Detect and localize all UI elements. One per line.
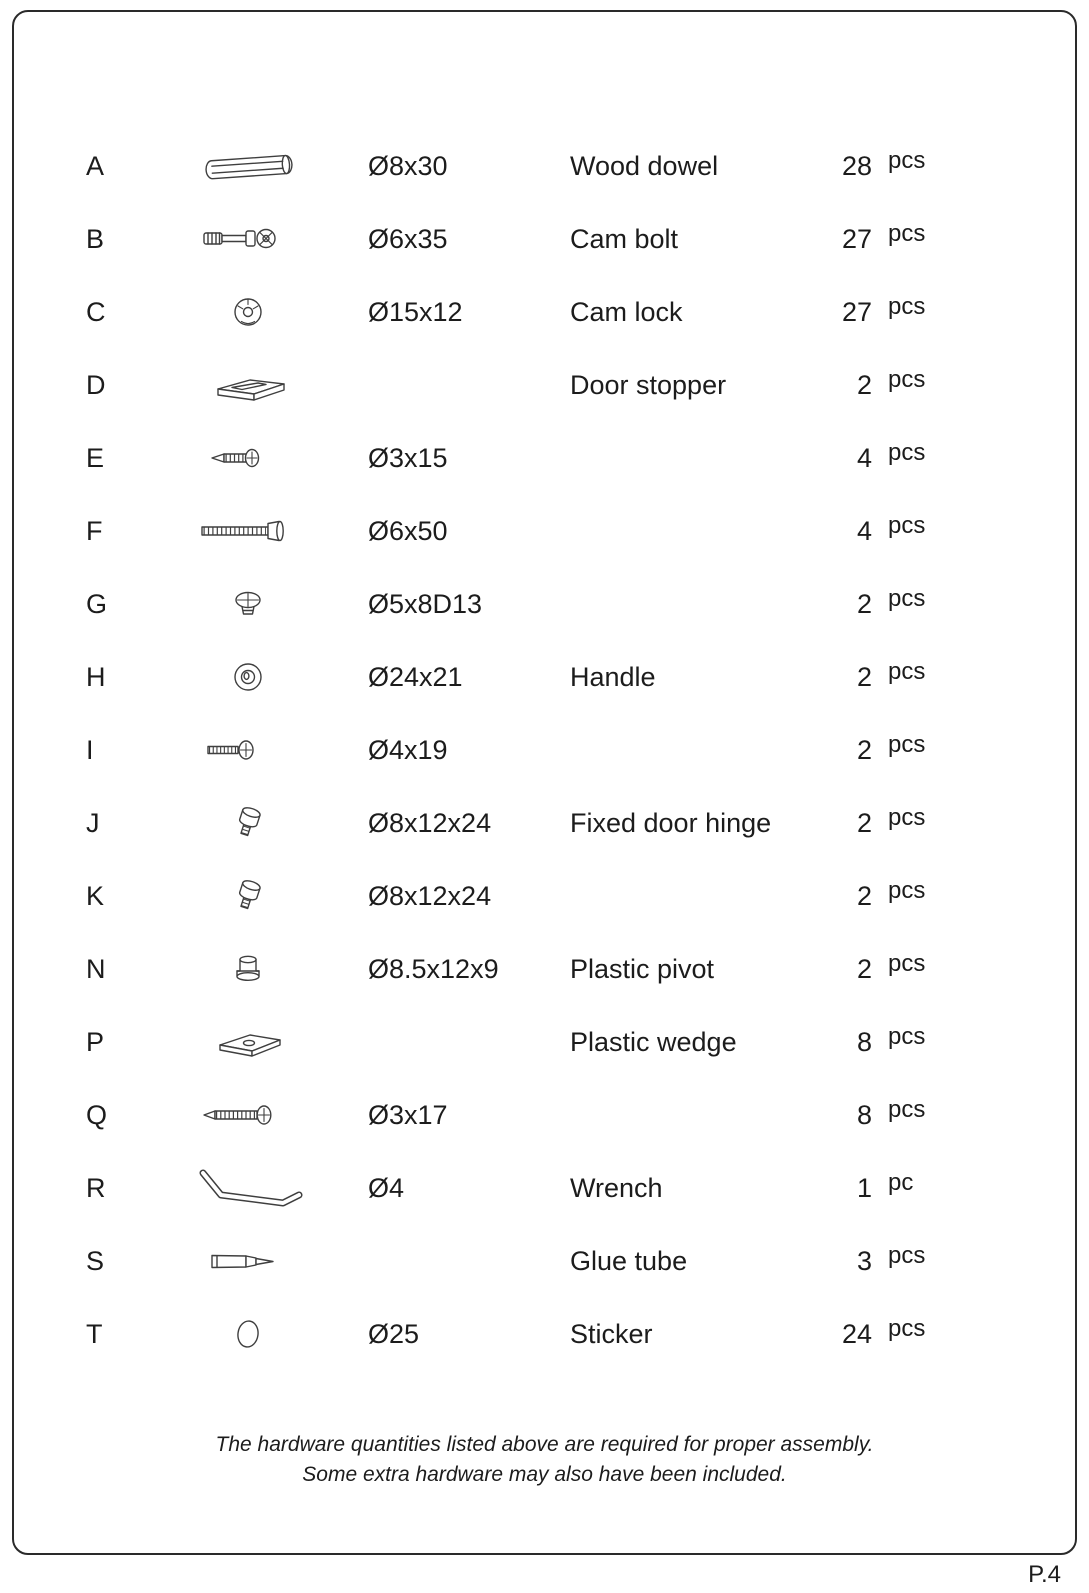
part-name: Door stopper [570,370,727,400]
part-unit: pc [888,1168,914,1196]
part-size: Ø8x30 [368,151,448,181]
part-size: Ø6x35 [368,224,448,254]
hardware-row [14,422,1075,495]
part-name: Plastic pivot [570,954,715,984]
part-size: Ø8.5x12x9 [368,954,499,984]
page-border [12,10,1077,1555]
part-letter: I [86,735,94,765]
part-qty: 28 [842,151,873,181]
part-letter: A [86,151,105,181]
part-unit: pcs [888,1241,926,1269]
hardware-row [14,714,1075,787]
part-size: Ø8x12x24 [368,808,492,838]
part-size: Ø4 [368,1173,405,1203]
hardware-row [14,1152,1075,1225]
part-letter: S [86,1246,105,1276]
part-unit: pcs [888,1095,926,1123]
part-unit: pcs [888,730,926,758]
wide-head-screw-icon [186,583,316,627]
part-qty: 2 [856,881,872,911]
hardware-list [14,130,1075,1371]
part-size: Ø5x8D13 [368,589,483,619]
part-size: Ø25 [368,1319,420,1349]
part-size: Ø4x19 [368,735,448,765]
part-unit: pcs [888,292,926,320]
part-letter: J [86,808,100,838]
part-name: Wrench [570,1173,663,1203]
part-letter: N [86,954,106,984]
part-qty: 8 [856,1027,872,1057]
part-unit: pcs [888,438,926,466]
footer-note [14,1430,1075,1490]
part-qty: 4 [856,516,872,546]
door-stopper-icon [186,364,316,408]
hardware-row [14,1298,1075,1371]
part-unit: pcs [888,146,926,174]
part-size: Ø6x50 [368,516,448,546]
part-letter: P [86,1027,105,1057]
footer-line-2: Some extra hardware may also have been included. [302,1463,787,1486]
part-name: Cam lock [570,297,683,327]
footer-line-1: The hardware quantities listed above are required for proper assembly. [215,1433,874,1456]
door-hinge-pin-icon [186,875,316,919]
part-letter: Q [86,1100,108,1130]
part-name: Glue tube [570,1246,688,1276]
hardware-row [14,1225,1075,1298]
allen-wrench-icon [186,1165,316,1213]
part-letter: F [86,516,103,546]
part-unit: pcs [888,584,926,612]
part-letter: T [86,1319,103,1349]
part-qty: 2 [856,589,872,619]
part-qty: 4 [856,443,872,473]
glue-tube-icon [186,1240,316,1284]
part-name: Sticker [570,1319,653,1349]
cam-bolt-icon [186,218,316,262]
long-screw-icon [186,1094,316,1138]
page-number: P.4 [1028,1561,1061,1588]
hardware-row [14,130,1075,203]
part-letter: H [86,662,106,692]
machine-screw-icon [186,729,316,773]
part-unit: pcs [888,803,926,831]
part-letter: D [86,370,106,400]
hardware-row [14,641,1075,714]
part-unit: pcs [888,949,926,977]
part-qty: 2 [856,954,872,984]
part-qty: 2 [856,370,872,400]
hardware-row [14,568,1075,641]
part-unit: pcs [888,511,926,539]
part-qty: 2 [856,808,872,838]
long-bolt-icon [186,510,316,554]
part-name: Handle [570,662,656,692]
part-letter: R [86,1173,106,1203]
part-qty: 27 [842,224,873,254]
hardware-row [14,787,1075,860]
part-qty: 3 [856,1246,872,1276]
plastic-wedge-icon [186,1021,316,1065]
hardware-row [14,495,1075,568]
part-unit: pcs [888,1314,926,1342]
hardware-row [14,933,1075,1006]
part-letter: C [86,297,106,327]
part-letter: G [86,589,108,619]
part-unit: pcs [888,876,926,904]
part-qty: 27 [842,297,873,327]
hardware-row [14,203,1075,276]
hardware-row [14,860,1075,933]
part-name: Wood dowel [570,151,719,181]
part-letter: B [86,224,105,254]
cam-lock-icon [186,291,316,335]
part-qty: 1 [856,1173,872,1203]
hardware-row [14,1079,1075,1152]
part-name: Cam bolt [570,224,679,254]
door-hinge-pin-icon [186,802,316,846]
handle-knob-icon [186,656,316,700]
plastic-pivot-icon [186,948,316,992]
part-size: Ø24x21 [368,662,463,692]
part-qty: 2 [856,735,872,765]
part-qty: 24 [842,1319,873,1349]
hardware-row [14,1006,1075,1079]
part-size: Ø8x12x24 [368,881,492,911]
small-screw-icon [186,437,316,481]
part-size: Ø15x12 [368,297,463,327]
part-name: Fixed door hinge [570,808,772,838]
part-name: Plastic wedge [570,1027,737,1057]
part-letter: K [86,881,105,911]
sticker-icon [186,1313,316,1357]
part-unit: pcs [888,219,926,247]
part-size: Ø3x17 [368,1100,448,1130]
part-letter: E [86,443,105,473]
wood-dowel-icon [186,145,316,189]
part-qty: 2 [856,662,872,692]
part-unit: pcs [888,1022,926,1050]
hardware-row [14,276,1075,349]
hardware-row [14,349,1075,422]
part-unit: pcs [888,657,926,685]
part-qty: 8 [856,1100,872,1130]
part-unit: pcs [888,365,926,393]
part-size: Ø3x15 [368,443,448,473]
